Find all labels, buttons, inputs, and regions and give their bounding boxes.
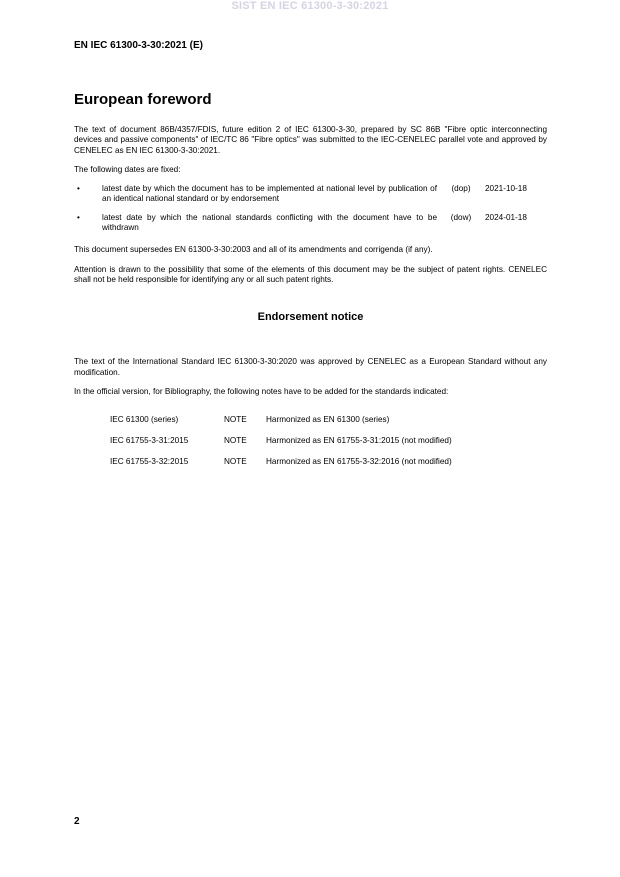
bibliography-intro: In the official version, for Bibliography, the following notes have to be added for the standards indicated: [74,386,449,396]
endorsement-text: The text of the International Standard IEC 61300-3-30:2020 was approved by CENELEC as a European Standard without any modification. [74,357,547,377]
note-text: Harmonized as EN 61755-3-32:2016 (not modified) [266,456,452,466]
date-item-dop [74,184,547,205]
note-text: Harmonized as EN 61300 (series) [266,415,390,425]
dates-intro: The following dates are fixed: [74,164,181,174]
note-keyword: NOTE [224,456,247,466]
document-header: EN IEC 61300-3-30:2021 (E) [74,40,203,51]
note-standard: IEC 61755-3-31:2015 [110,435,189,445]
note-row [110,436,547,446]
bibliography-notes [110,415,547,467]
watermark: SIST EN IEC 61300-3-30:2021 [231,0,389,12]
page-number: 2 [74,816,80,827]
endorsement-title: Endorsement notice [257,311,364,324]
note-row [110,457,547,467]
date-description: latest date by which the national standards conflicting with the document have to be withdrawn [102,212,437,233]
foreword-intro: The text of document 86B/4357/FDIS, future edition 2 of IEC 61300-3-30, prepared by SC 86B "Fibre optic interconnecting devices and passive components" of IEC/TC 86 "Fibre optics" was submitted to the IEC-CENELEC parallel vote and approved by CENELEC as EN IEC 61300-3-30:2021. [74,125,547,155]
bullet: • [77,212,80,222]
dates-list [74,184,547,233]
date-description: latest date by which the document has to be implemented at national level by publication of an identical national standard or by endorsement [102,184,437,204]
bullet: • [77,184,80,194]
date-value: 2021-10-18 [485,184,527,194]
date-code: (dop) [451,184,471,194]
date-code: (dow) [450,212,472,222]
supersedes-text: This document supersedes EN 61300-3-30:2003 and all of its amendments and corrigenda (if any). [74,245,433,255]
patent-text: Attention is drawn to the possibility that some of the elements of this document may be the subject of patent rights. CENELEC shall not be held responsible for identifying any or all such patent rights. [74,264,547,284]
note-standard: IEC 61755-3-32:2015 [110,456,189,466]
note-text: Harmonized as EN 61755-3-31:2015 (not modified) [266,435,452,445]
date-item-dow [74,213,547,234]
note-keyword: NOTE [224,415,247,425]
date-value: 2024-01-18 [485,212,527,222]
page-content [74,91,547,478]
foreword-title: European foreword [74,91,212,108]
note-keyword: NOTE [224,435,247,445]
note-standard: IEC 61300 (series) [110,415,179,425]
note-row [110,415,547,425]
